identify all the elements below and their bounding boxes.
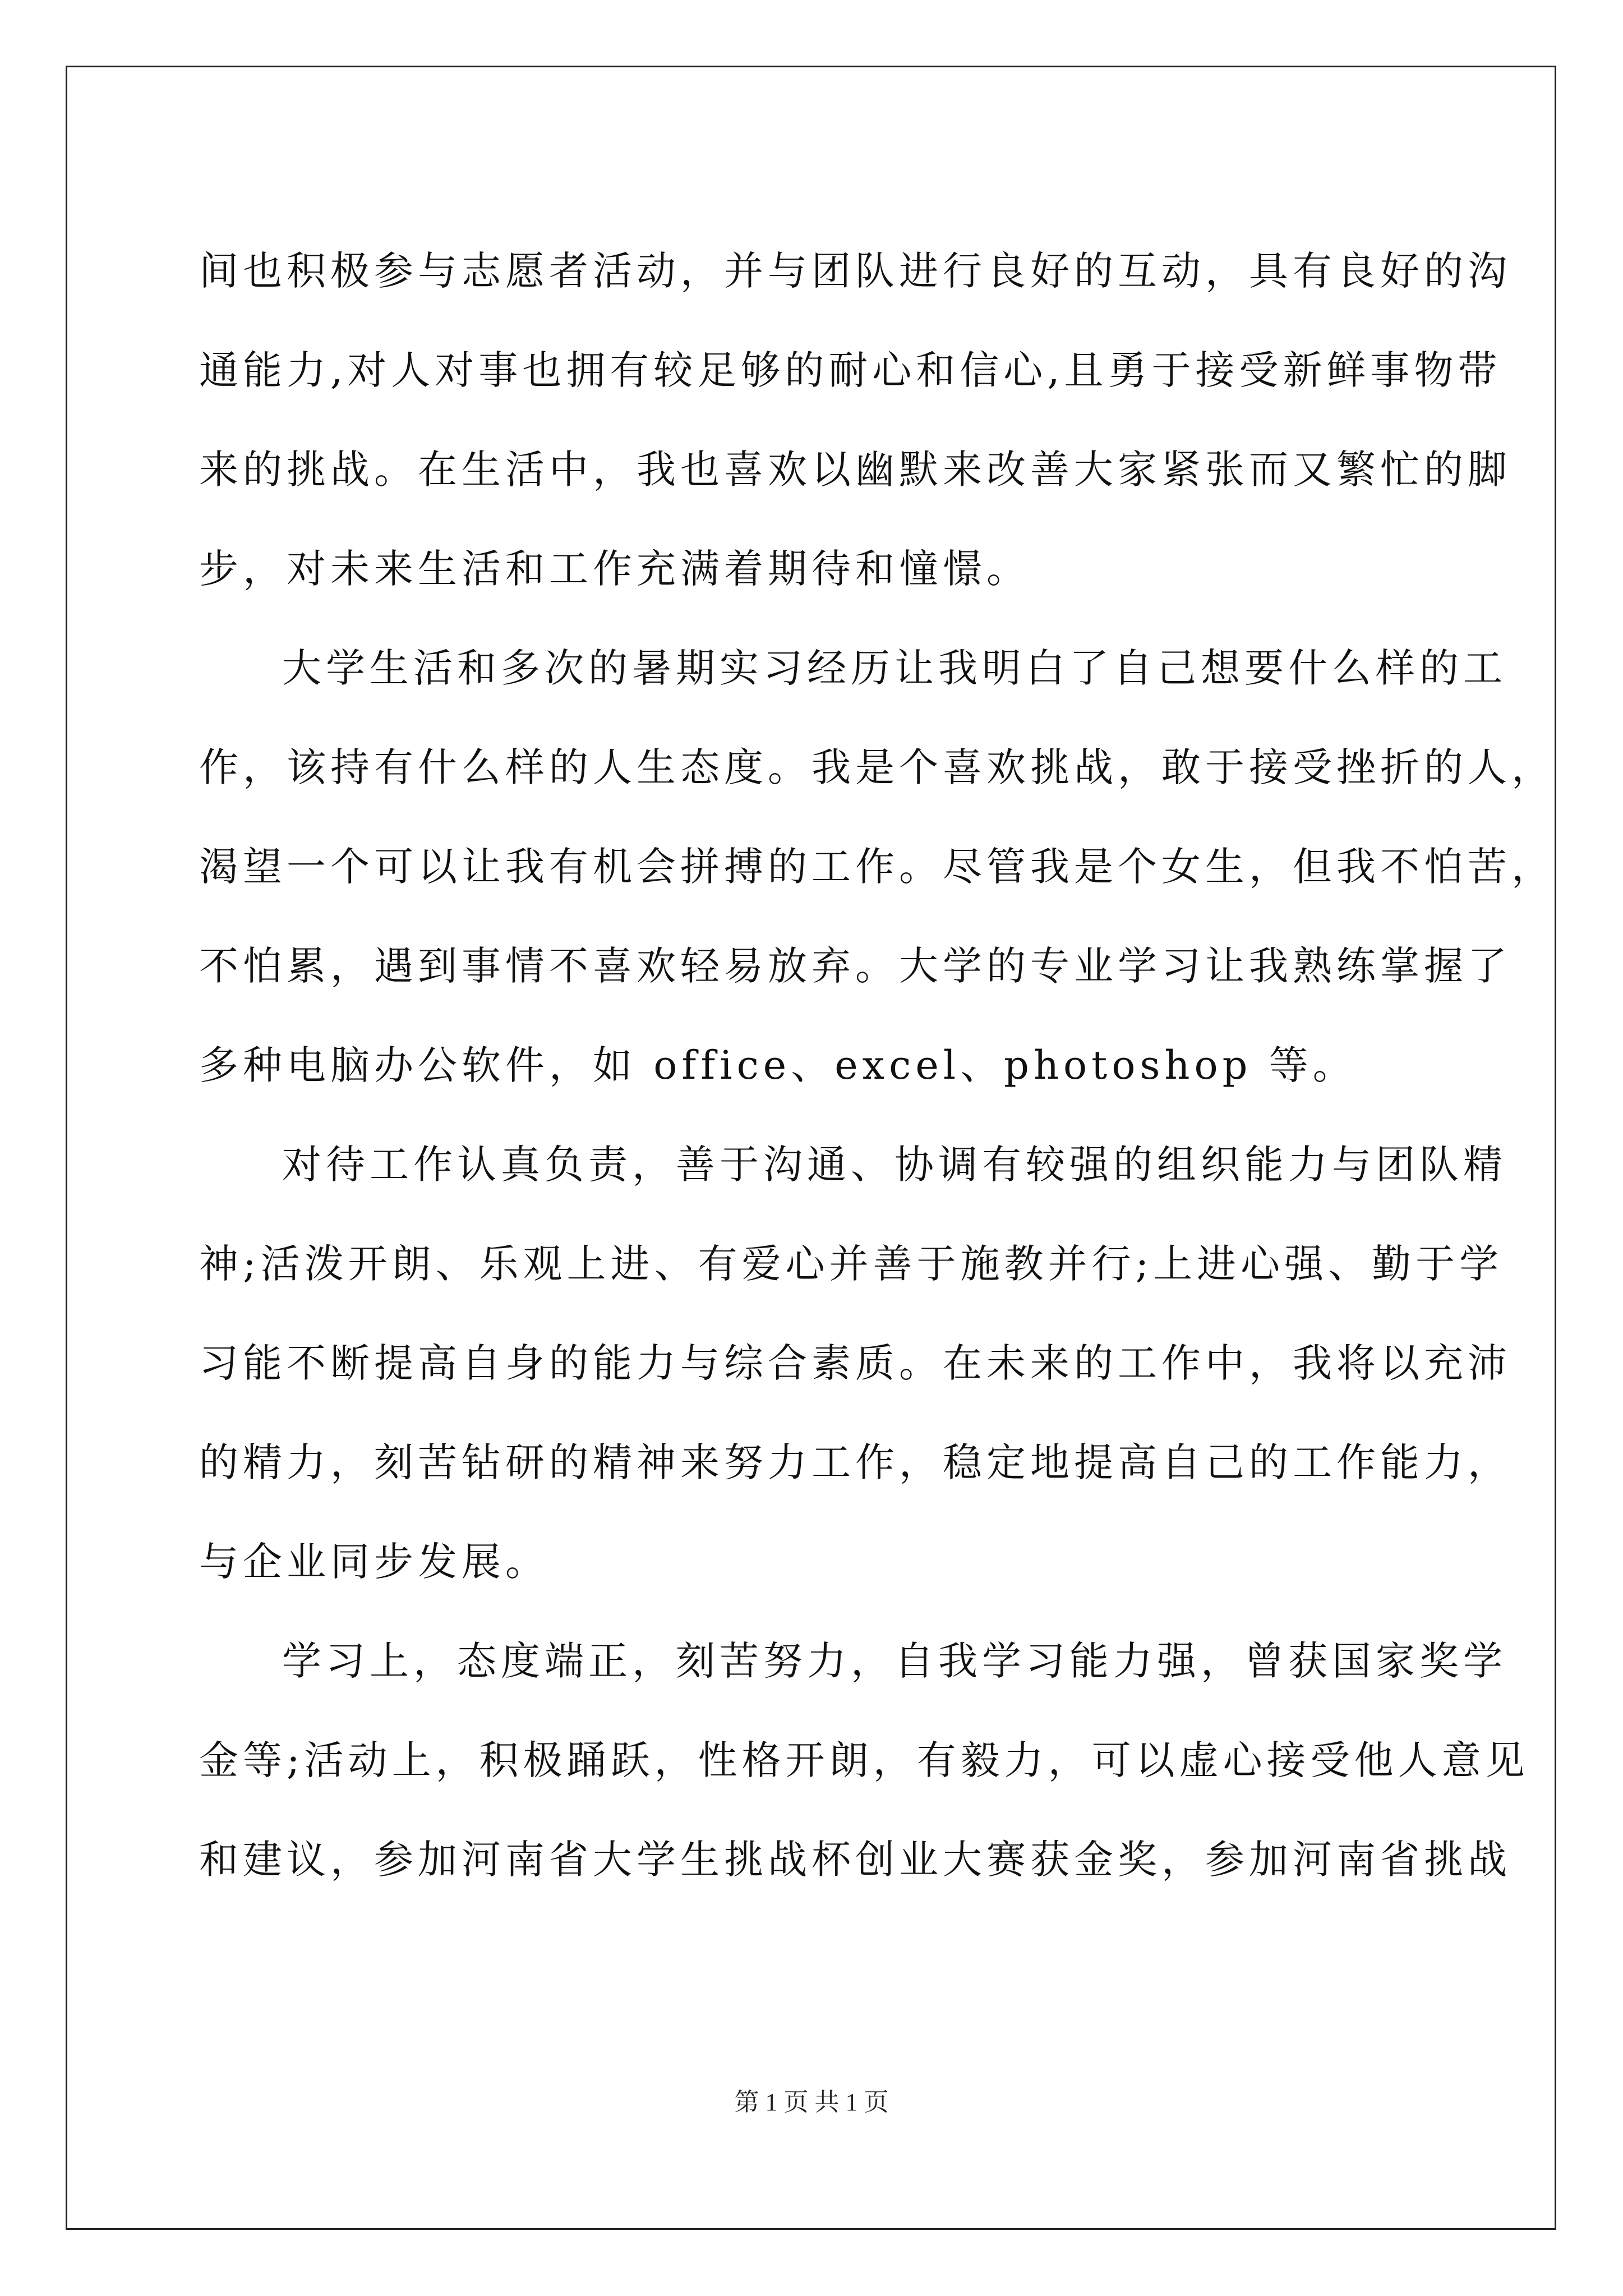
text-line: 习能不断提高自身的能力与综合素质。在未来的工作中，我将以充沛 xyxy=(199,1340,1511,1386)
document-body xyxy=(199,222,1555,1910)
text-line: 和建议，参加河南省大学生挑战杯创业大赛获金奖，参加河南省挑战 xyxy=(199,1837,1511,1883)
paragraph-first-line: 学习上，态度端正，刻苦努力，自我学习能力强，曾获国家奖学 xyxy=(282,1638,1507,1684)
text-line: 神;活泼开朗、乐观上进、有爱心并善于施教并行;上进心强、勤于学 xyxy=(199,1241,1504,1287)
text-line: 的精力，刻苦钻研的精神来努力工作，稳定地提高自己的工作能力， xyxy=(199,1439,1511,1485)
paragraph-first-line: 对待工作认真负责，善于沟通、协调有较强的组织能力与团队精 xyxy=(282,1142,1507,1188)
text-line: 作，该持有什么样的人生态度。我是个喜欢挑战，敢于接受挫折的人， xyxy=(199,744,1555,790)
text-line: 渴望一个可以让我有机会拼搏的工作。尽管我是个女生，但我不怕苦， xyxy=(199,844,1555,890)
text-line: 不怕累，遇到事情不喜欢轻易放弃。大学的专业学习让我熟练掌握了 xyxy=(199,943,1511,989)
page-number-footer: 第 1 页 共 1 页 xyxy=(734,2088,889,2116)
text-line: 与企业同步发展。 xyxy=(199,1539,549,1585)
text-line: 多种电脑办公软件，如 office、excel、photoshop 等。 xyxy=(199,1042,1357,1088)
text-line: 金等;活动上，积极踊跃，性格开朗，有毅力，可以虚心接受他人意见 xyxy=(199,1737,1529,1783)
paragraph-first-line: 大学生活和多次的暑期实习经历让我明白了自己想要什么样的工 xyxy=(282,645,1507,691)
text-line: 步，对未来生活和工作充满着期待和憧憬。 xyxy=(199,546,1030,592)
text-line: 间也积极参与志愿者活动，并与团队进行良好的互动，具有良好的沟 xyxy=(199,248,1511,294)
text-line: 通能力,对人对事也拥有较足够的耐心和信心,且勇于接受新鲜事物带 xyxy=(199,347,1502,393)
text-line: 来的挑战。在生活中，我也喜欢以幽默来改善大家紧张而又繁忙的脚 xyxy=(199,447,1511,493)
